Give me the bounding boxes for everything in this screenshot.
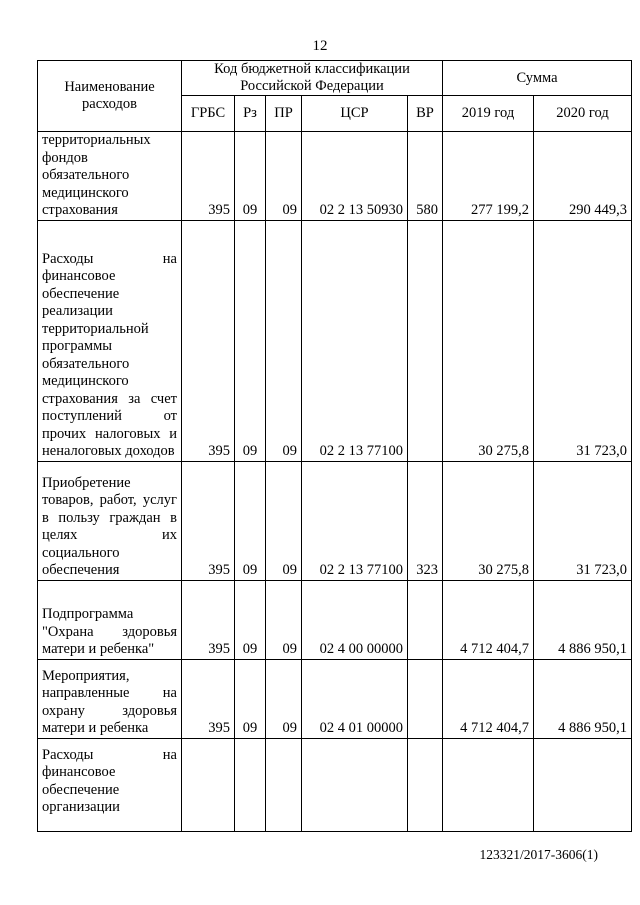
row-csr: 02 2 13 77100 [302, 220, 408, 461]
table-row [38, 738, 632, 831]
row-csr: 02 4 00 00000 [302, 580, 408, 659]
row-rz [235, 738, 266, 831]
header-name: Наименование расходов [38, 61, 182, 132]
row-name: Мероприятия, направленные на охрану здоровья матери и ребенка [38, 659, 182, 738]
row-csr: 02 2 13 50930 [302, 132, 408, 221]
header-2019: 2019 год [443, 96, 534, 132]
row-2020: 4 886 950,1 [534, 659, 632, 738]
row-rz: 09 [235, 132, 266, 221]
row-2019: 277 199,2 [443, 132, 534, 221]
row-pr [266, 738, 302, 831]
table-row [38, 132, 632, 221]
row-vr [408, 220, 443, 461]
row-name: территориальных фондов обязательного медицинского страхования [38, 132, 182, 221]
budget-table [37, 60, 632, 832]
row-pr: 09 [266, 461, 302, 580]
row-csr: 02 4 01 00000 [302, 659, 408, 738]
row-pr: 09 [266, 220, 302, 461]
header-vr: ВР [408, 96, 443, 132]
row-grbs: 395 [182, 659, 235, 738]
row-pr: 09 [266, 132, 302, 221]
header-grbs: ГРБС [182, 96, 235, 132]
table-row [38, 659, 632, 738]
header-sum-group: Сумма [443, 61, 632, 96]
header-code-group: Код бюджетной классификации Российской Федерации [182, 61, 443, 96]
table-row [38, 461, 632, 580]
row-2019: 30 275,8 [443, 220, 534, 461]
document-id: 123321/2017-3606(1) [479, 847, 598, 862]
row-vr: 580 [408, 132, 443, 221]
page-number: 12 [312, 38, 328, 54]
row-2019: 4 712 404,7 [443, 580, 534, 659]
row-2020: 31 723,0 [534, 220, 632, 461]
row-vr: 323 [408, 461, 443, 580]
row-2020: 31 723,0 [534, 461, 632, 580]
row-rz: 09 [235, 461, 266, 580]
row-pr: 09 [266, 580, 302, 659]
row-name: Приобретение товаров, работ, услуг в пользу граждан в целях их социального обеспечения [38, 461, 182, 580]
header-pr: ПР [266, 96, 302, 132]
row-rz: 09 [235, 220, 266, 461]
row-2019: 30 275,8 [443, 461, 534, 580]
row-csr [302, 738, 408, 831]
header-csr: ЦСР [302, 96, 408, 132]
table-row [38, 580, 632, 659]
row-rz: 09 [235, 659, 266, 738]
row-2020: 4 886 950,1 [534, 580, 632, 659]
row-vr [408, 580, 443, 659]
header-2020: 2020 год [534, 96, 632, 132]
row-name: Расходы на финансовое обеспечение реализации территориальной программы обязательного медицинского страхования за счет поступлений от прочих налоговых и неналоговых доходов [38, 220, 182, 461]
table-row [38, 220, 632, 461]
row-name: Подпрограмма "Охрана здоровья матери и ребенка" [38, 580, 182, 659]
row-grbs: 395 [182, 132, 235, 221]
row-vr [408, 659, 443, 738]
row-2019: 4 712 404,7 [443, 659, 534, 738]
row-grbs: 395 [182, 220, 235, 461]
header-rz: Рз [235, 96, 266, 132]
row-vr [408, 738, 443, 831]
row-grbs [182, 738, 235, 831]
row-2019 [443, 738, 534, 831]
row-csr: 02 2 13 77100 [302, 461, 408, 580]
row-grbs: 395 [182, 461, 235, 580]
row-name: Расходы на финансовое обеспечение организации [38, 738, 182, 831]
row-pr: 09 [266, 659, 302, 738]
row-rz: 09 [235, 580, 266, 659]
row-2020 [534, 738, 632, 831]
row-2020: 290 449,3 [534, 132, 632, 221]
row-grbs: 395 [182, 580, 235, 659]
